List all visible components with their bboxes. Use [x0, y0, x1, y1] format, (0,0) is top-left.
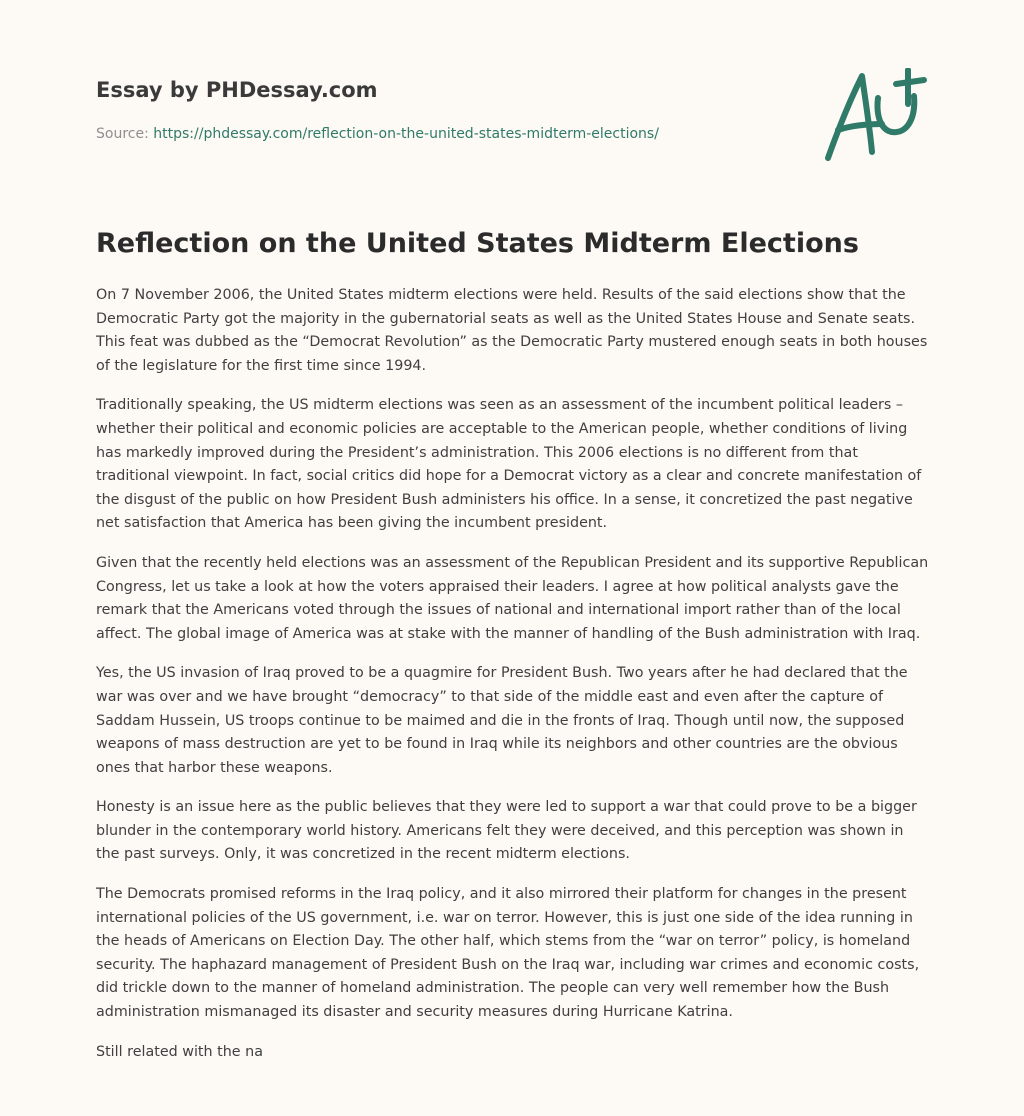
essay-paragraph: Traditionally speaking, the US midterm elections was seen as an assessment of the incumbent political leaders – whether their political and economic policies are acceptable to the American people, whether conditions of living has markedly improved during the President’s administration. This 2006 elections is no different from that traditional viewpoint. In fact, social critics did hope for a Democrat victory as a clear and concrete manifestation of the disgust of the public on how President Bush administers his office. In a sense, it concretized the past negative net satisfaction that America has been giving the incumbent president.	[96, 397, 922, 532]
essay-paragraph: Yes, the US invasion of Iraq proved to be a quagmire for President Bush. Two years after he had declared that the war was over and we have brought “democracy” to that side of the middle east and even after the capture of Saddam Hussein, US troops continue to be maimed and die in the fronts of Iraq. Though until now, the supposed weapons of mass destruction are yet to be found in Iraq while its neighbors and other countries are the obvious ones that harbor these weapons.	[96, 665, 908, 776]
essay-paragraph: On 7 November 2006, the United States midterm elections were held. Results of the said elections show that the Democratic Party got the majority in the gubernatorial seats as well as the United States House and Senate seats. This feat was dubbed as the “Democrat Revolution” as the Democratic Party mustered enough seats in both houses of the legislature for the first time since 1994.	[96, 287, 928, 374]
essay-paragraph: Honesty is an issue here as the public believes that they were led to support a war that could prove to be a bigger blunder in the contemporary world history. Americans felt they were deceived, and this perception was shown in the past surveys. Only, it was concretized in the recent midterm elections.	[96, 799, 917, 863]
essay-paragraph-truncated: Still related with the na	[96, 1043, 263, 1060]
essay-paragraph: The Democrats promised reforms in the Iraq policy, and it also mirrored their platform for changes in the present international policies of the US government, i.e. war on terror. However, this is just one side of the idea running in the heads of Americans on Election Day. The other half, which stems from the “war on terror” policy, is homeland security. The haphazard management of President Bush on the Iraq war, including war crimes and economic costs, did trickle down to the manner of homeland administration. The people can very well remember how the Bush administration mismanaged its disaster and security measures during Hurricane Katrina.	[96, 886, 920, 1021]
essay-paragraph: Given that the recently held elections was an assessment of the Republican President and its supportive Republican Congress, let us take a look at how the voters appraised their leaders. I agree at how political analysts gave the remark that the Americans voted through the issues of national and international import rather than of the local affect. The global image of America was at stake with the manner of handling of the Bush administration with Iraq.	[96, 554, 929, 642]
source-link[interactable]: https://phdessay.com/reflection-on-the-united-states-midterm-elections/	[153, 126, 659, 142]
essay-header	[96, 76, 816, 144]
essay-body	[96, 284, 930, 1080]
site-brand: Essay by PHDessay.com	[96, 78, 378, 102]
essay-title: Reflection on the United States Midterm Elections	[96, 228, 859, 259]
source-label: Source:	[96, 126, 154, 142]
source-line	[96, 124, 816, 144]
a-plus-grade-icon	[820, 68, 932, 164]
